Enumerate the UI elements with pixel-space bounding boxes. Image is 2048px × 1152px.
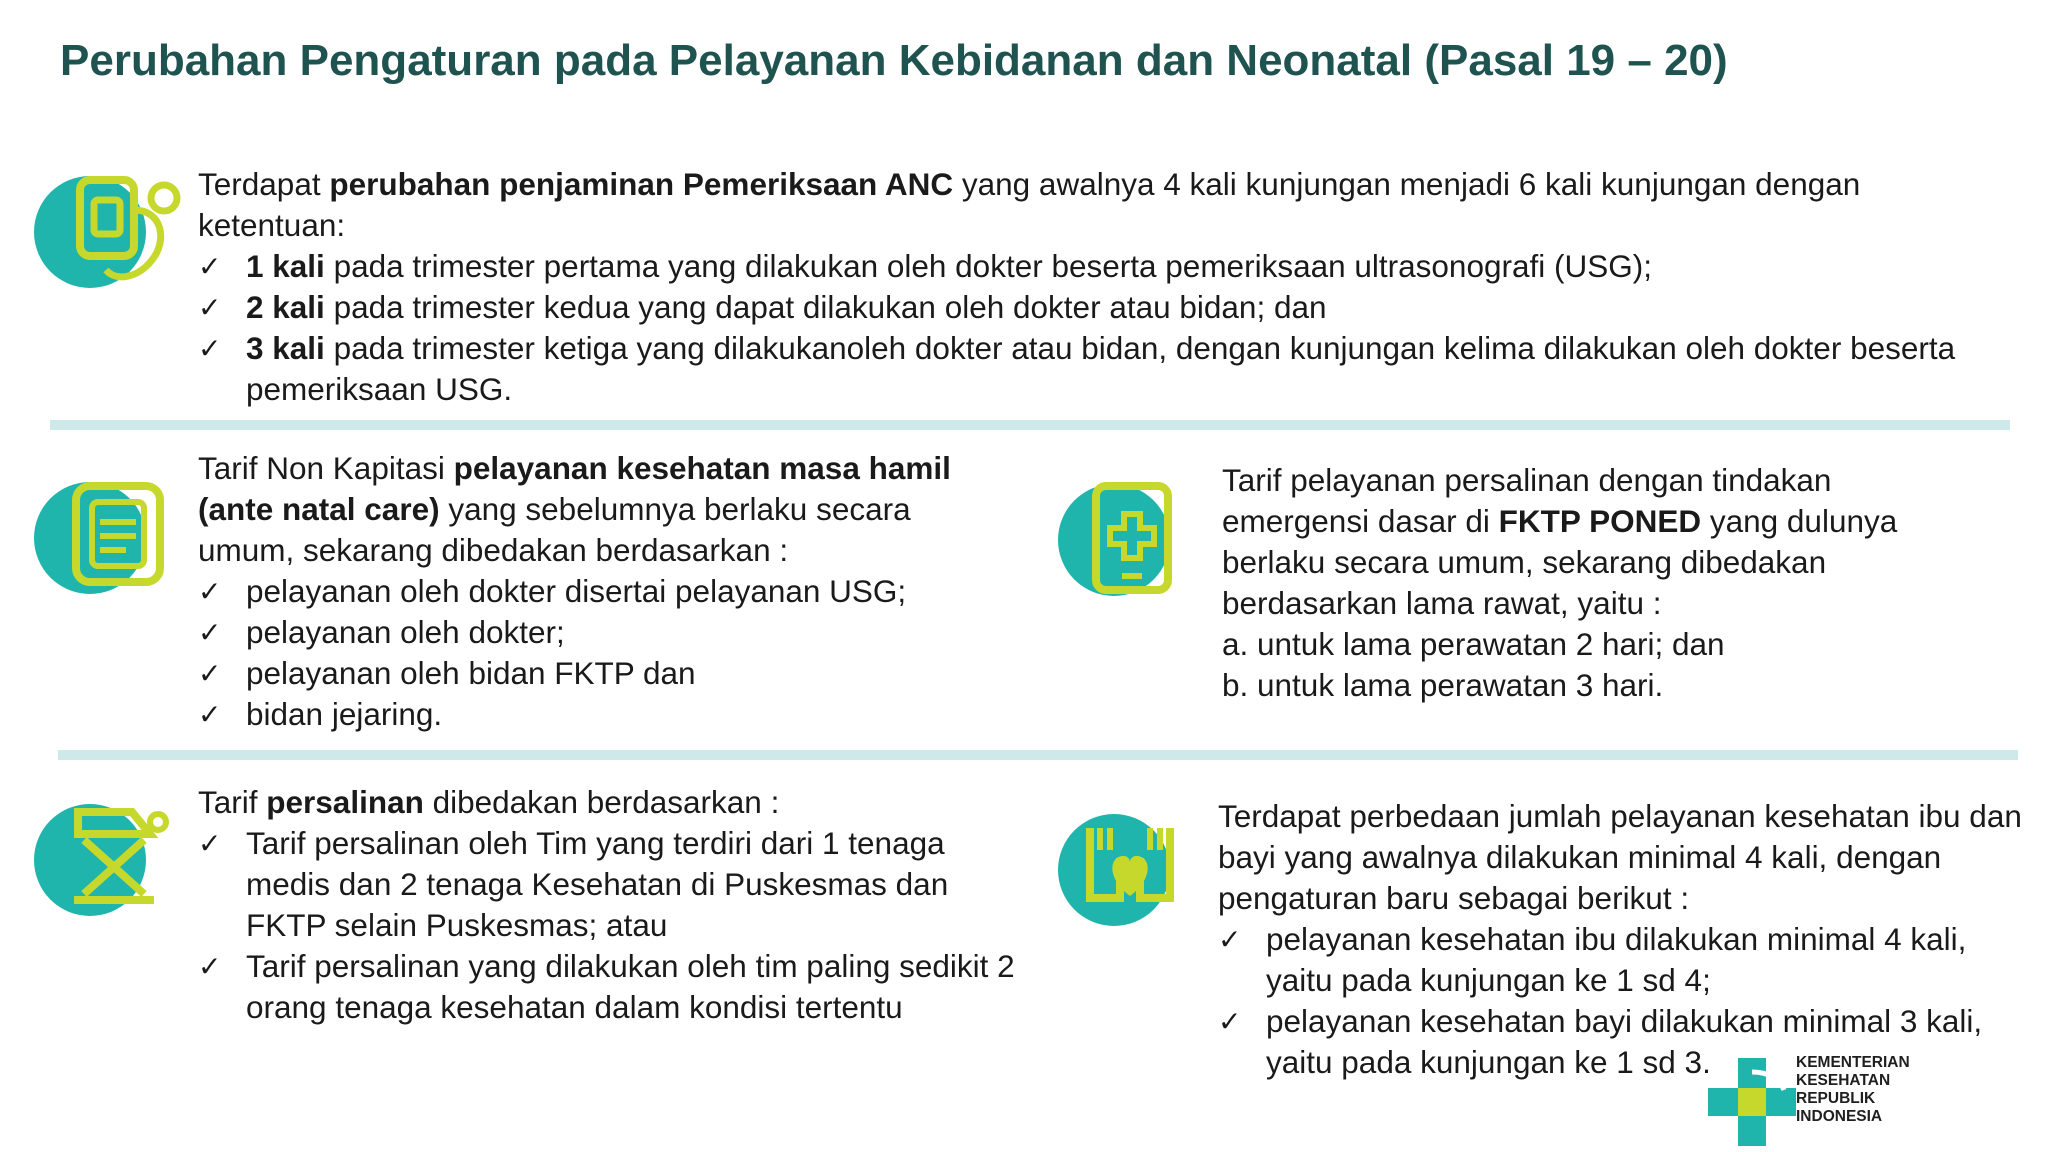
check-icon: ✓	[198, 827, 222, 860]
list-item: ✓ bidan jejaring.	[198, 694, 978, 735]
anc-text-block	[198, 164, 1998, 410]
stethoscope-icon	[34, 170, 184, 294]
check-icon: ✓	[198, 250, 222, 283]
tarif-anc-list	[198, 571, 978, 735]
check-icon: ✓	[198, 657, 222, 690]
check-icon: ✓	[198, 332, 222, 365]
list-item: ✓ pelayanan kesehatan ibu dilakukan minimal 4 kali, yaitu pada kunjungan ke 1 sd 4;	[1218, 921, 1967, 998]
check-icon: ✓	[1218, 923, 1242, 956]
baby-stroller-icon	[34, 800, 174, 920]
check-icon: ✓	[198, 575, 222, 608]
list-item: ✓ pelayanan oleh dokter;	[198, 612, 978, 653]
poned-text-block	[1222, 460, 1952, 706]
check-icon: ✓	[198, 698, 222, 731]
list-item: ✓ pelayanan oleh dokter disertai pelayanan USG;	[198, 571, 978, 612]
ibu-bayi-text-block	[1218, 796, 2038, 1083]
list-item: ✓ Tarif persalinan oleh Tim yang terdiri dari 1 tenaga medis dan 2 tenaga Kesehatan di Puskesmas dan FKTP selain Puskesmas; atau	[198, 825, 949, 943]
check-icon: ✓	[198, 291, 222, 324]
anc-list	[198, 246, 1998, 410]
list-item: ✓ 3 kali pada trimester ketiga yang dilakukanoleh dokter atau bidan, dengan kunjungan kelima dilakukan oleh dokter beserta pemeriksaan USG.	[198, 330, 1956, 407]
hands-heart-icon	[1058, 810, 1198, 930]
ibu-bayi-intro: Terdapat perbedaan jumlah pelayanan kesehatan ibu dan bayi yang awalnya dilakukan minimal 4 kali, dengan pengaturan baru sebagai berikut :	[1218, 798, 2022, 916]
persalinan-intro: Tarif persalinan dibedakan berdasarkan :	[198, 784, 780, 820]
persalinan-text-block	[198, 782, 1018, 1028]
section-divider	[58, 750, 2018, 760]
tarif-anc-intro: Tarif Non Kapitasi pelayanan kesehatan masa hamil (ante natal care) yang sebelumnya berlaku secara umum, sekarang dibedakan berdasarkan :	[198, 450, 951, 568]
tarif-anc-text-block	[198, 448, 978, 735]
clipboard-icon	[34, 478, 174, 598]
list-item: ✓ pelayanan oleh bidan FKTP dan	[198, 653, 978, 694]
tablet-medical-icon	[1058, 480, 1188, 600]
list-item: ✓ 2 kali pada trimester kedua yang dapat dilakukan oleh dokter atau bidan; dan	[198, 287, 1998, 328]
persalinan-list	[198, 823, 1018, 1028]
section-divider	[50, 420, 2010, 430]
list-item: ✓ Tarif persalinan yang dilakukan oleh tim paling sedikit 2 orang tenaga kesehatan dalam kondisi tertentu	[198, 948, 1015, 1025]
kemenkes-logo-text: KEMENTERIAN KESEHATAN REPUBLIK INDONESIA	[1796, 1054, 1910, 1125]
list-item: b. untuk lama perawatan 3 hari.	[1222, 667, 1664, 703]
list-item: ✓ pelayanan kesehatan bayi dilakukan minimal 3 kali, yaitu pada kunjungan ke 1 sd 3.	[1218, 1003, 1983, 1080]
poned-intro: Tarif pelayanan persalinan dengan tindakan emergensi dasar di FKTP PONED yang dulunya berlaku secara umum, sekarang dibedakan berdasarkan lama rawat, yaitu :	[1222, 462, 1898, 621]
check-icon: ✓	[198, 950, 222, 983]
list-item: ✓ 1 kali pada trimester pertama yang dilakukan oleh dokter beserta pemeriksaan ultrasonografi (USG);	[198, 246, 1998, 287]
page-title: Perubahan Pengaturan pada Pelayanan Kebidanan dan Neonatal (Pasal 19 – 20)	[60, 36, 1728, 85]
list-item: a. untuk lama perawatan 2 hari; dan	[1222, 626, 1725, 662]
check-icon: ✓	[198, 616, 222, 649]
anc-intro: Terdapat perubahan penjaminan Pemeriksaan ANC yang awalnya 4 kali kunjungan menjadi 6 kali kunjungan dengan ketentuan:	[198, 166, 1861, 243]
check-icon: ✓	[1218, 1005, 1242, 1038]
ibu-bayi-list	[1218, 919, 2038, 1083]
